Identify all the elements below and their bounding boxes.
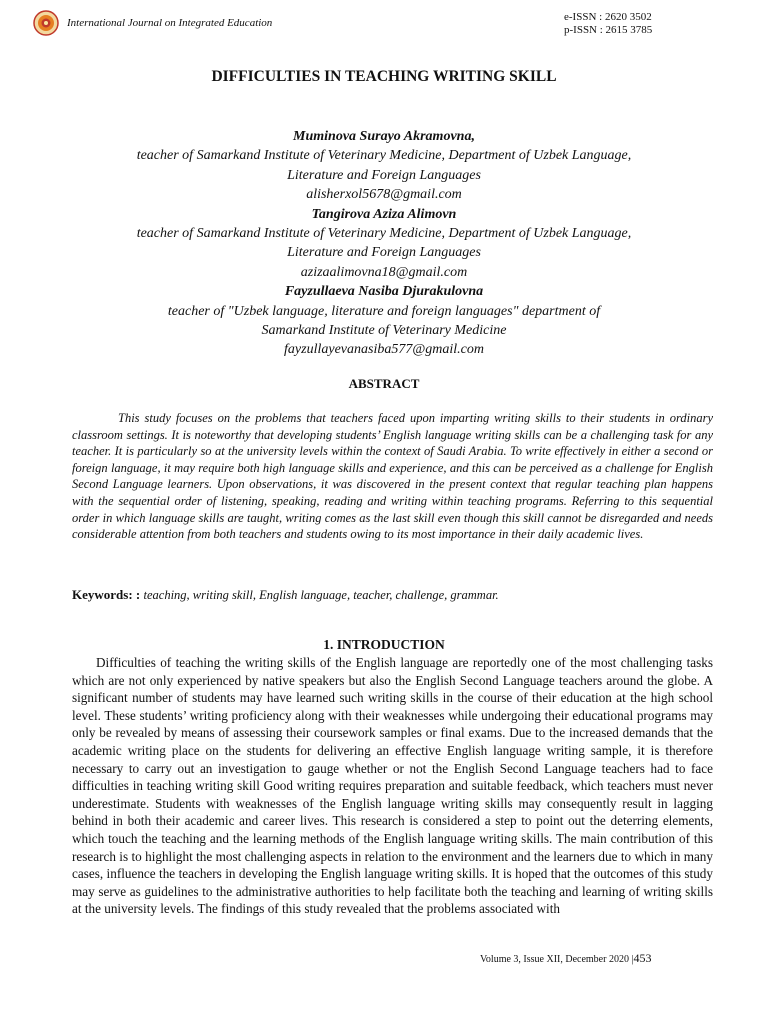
author-affiliation: teacher of "Uzbek language, literature and foreign languages" department of (167, 303, 601, 319)
author-name: Tangirova Aziza Alimovn (311, 206, 457, 222)
author-name: Muminova Surayo Akramovna, (293, 129, 475, 144)
author-affiliation: teacher of Samarkand Institute of Veterinary Medicine, Department of Uzbek Language, (136, 226, 632, 242)
author-email: azizaalimovna18@gmail.com (300, 264, 468, 280)
abstract-text: This study focuses on the problems that teachers faced upon imparting writing skills to their students in ordinary classroom settings. It is noteworthy that developing students’ English language writing skills can be a challenging task for any teacher. It is particularly so at the university levels within the context of Saudi Arabia. To write effectively in either a second or foreign language, it may require both high language skills and experience, and this can be perceived as a challenge for English Second Language learners. Upon observations, it was discovered in the present context that regular teaching plan happens with the sequential order of listening, speaking, reading and writing within teaching programs. Referring to this sequential order in which language skills are taught, writing comes as the last skill even though this skill cannot be disregarded and needs considerable attention from both teachers and students owing to its most importance in their daily academic lives. (72, 411, 713, 542)
author-affiliation: teacher of Samarkand Institute of Veterinary Medicine, Department of Uzbek Language, (136, 148, 632, 164)
author-email: fayzullayevanasiba577@gmail.com (284, 342, 484, 358)
author-affiliation: Literature and Foreign Languages (287, 167, 481, 183)
author-affiliation: Samarkand Institute of Veterinary Medicine (261, 323, 507, 339)
pissn: p-ISSN : 2615 3785 (564, 24, 653, 36)
abstract-heading: ABSTRACT (348, 376, 420, 391)
author-affiliation: Literature and Foreign Languages (287, 245, 481, 261)
author-block (0, 127, 768, 360)
author-name: Fayzullaeva Nasiba Djurakulovna (284, 284, 484, 300)
page-number: 453 (633, 951, 652, 965)
volume-info: Volume 3, Issue XII, December 2020 | (480, 954, 634, 965)
issn-block (564, 11, 652, 37)
paper-title: DIFFICULTIES IN TEACHING WRITING SKILL (211, 68, 557, 85)
introduction-text: Difficulties of teaching the writing skills of the English language are reportedly one of the most challenging tasks which are not only experienced by native speakers but also the English Second Language teachers around the globe. A significant number of students may have learned such writing skills in the course of their education at the high school level. These students’ writing proficiency along with their weaknesses while undergoing their educational programs may only be revealed by means of assessing their coursework samples or final exams. Due to the increased demands that the academic writing place on the students for delivering an effective English language writing sample, it is therefore necessary to carry out an investigation to gauge whether or not the English Second Language teachers had to face difficulties in teaching writing skill Good writing requires preparation and suitable feedback, which teachers must never underestimate. Students with weaknesses of the English language writing skills may consequently result in lagging behind in both their academic and career lives. This research is considered a step to point out the deterring elements, which touch the teaching and the learning methods of the English language writing skills. The main contribution of this research is to highlight the most challenging aspects in relation to the environment and the learners due to which in many cases, influence the teachers in developing the English language writing skills. It is hoped that the outcomes of this study may serve as guidelines to the administrative authorities to help facilitate both the teaching and learning of writing skills at the university levels. The findings of this study revealed that the problems associated with (72, 655, 713, 917)
keywords-text: teaching, writing skill, English language, teacher, challenge, grammar. (143, 588, 499, 602)
eissn: e-ISSN : 2620 3502 (564, 11, 652, 23)
keywords-label: Keywords: : (72, 587, 141, 602)
journal-name: International Journal on Integrated Education (67, 17, 273, 29)
author-email: alisherxol5678@gmail.com (306, 187, 462, 203)
introduction-heading: 1. INTRODUCTION (323, 637, 445, 652)
keywords (72, 587, 499, 603)
page-footer (480, 951, 651, 966)
journal-logo (33, 10, 59, 36)
